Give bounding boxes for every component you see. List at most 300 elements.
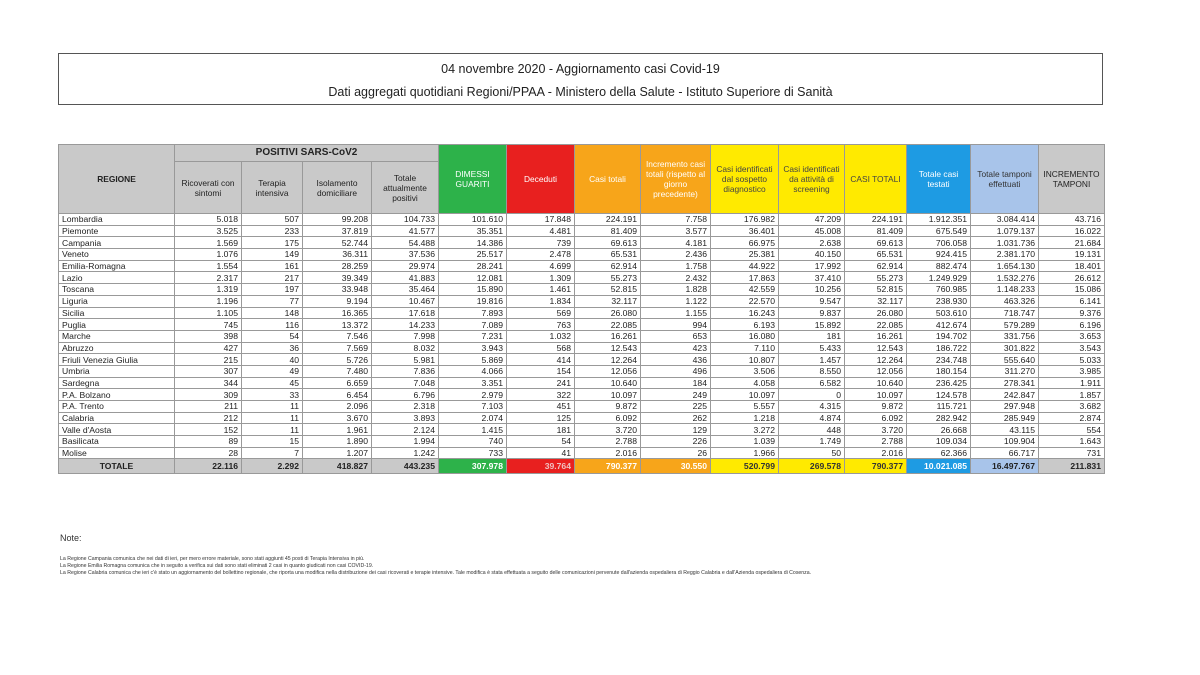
table-cell: 2.016	[575, 447, 641, 459]
table-cell: 6.092	[845, 412, 907, 424]
table-cell: 1.828	[641, 284, 711, 296]
table-cell: 26.080	[845, 307, 907, 319]
region-name-cell: Calabria	[59, 412, 175, 424]
table-cell: 238.930	[907, 295, 971, 307]
table-cell: 311.270	[971, 365, 1039, 377]
table-cell: 9.376	[1039, 307, 1105, 319]
total-positivi: 443.235	[372, 459, 439, 474]
table-cell: 25.517	[439, 249, 507, 261]
table-row	[59, 330, 1105, 342]
table-cell: 10.256	[779, 284, 845, 296]
table-cell: 32.117	[845, 295, 907, 307]
table-cell: 451	[507, 401, 575, 413]
table-cell: 36.311	[303, 249, 372, 261]
table-cell: 322	[507, 389, 575, 401]
table-cell: 1.196	[175, 295, 242, 307]
table-cell: 116	[242, 319, 303, 331]
table-cell: 1.569	[175, 237, 242, 249]
table-cell: 344	[175, 377, 242, 389]
table-cell: 3.351	[439, 377, 507, 389]
table-cell: 1.911	[1039, 377, 1105, 389]
table-cell: 241	[507, 377, 575, 389]
table-cell: 4.874	[779, 412, 845, 424]
table-cell: 236.425	[907, 377, 971, 389]
table-cell: 14.233	[372, 319, 439, 331]
table-cell: 3.720	[575, 424, 641, 436]
table-cell: 1.461	[507, 284, 575, 296]
table-cell: 25.381	[711, 249, 779, 261]
table-cell: 7.569	[303, 342, 372, 354]
table-cell: 211	[175, 401, 242, 413]
table-cell: 12.056	[845, 365, 907, 377]
table-cell: 45	[242, 377, 303, 389]
table-row	[59, 284, 1105, 296]
table-cell: 17.863	[711, 272, 779, 284]
table-cell: 6.193	[711, 319, 779, 331]
total-casi-sospetto: 520.799	[711, 459, 779, 474]
col-header-casi-totali-2: CASI TOTALI	[845, 145, 907, 214]
table-cell: 55.273	[845, 272, 907, 284]
table-cell: 17.992	[779, 260, 845, 272]
col-group-positivi: POSITIVI SARS-CoV2	[175, 145, 439, 162]
col-header-casi-sospetto: Casi identificati dal sospetto diagnostico	[711, 145, 779, 214]
table-cell: 234.748	[907, 354, 971, 366]
table-cell: 414	[507, 354, 575, 366]
table-cell: 9.872	[845, 401, 907, 413]
table-cell: 28.241	[439, 260, 507, 272]
table-cell: 77	[242, 295, 303, 307]
region-name-cell: Umbria	[59, 365, 175, 377]
table-cell: 50	[779, 447, 845, 459]
table-cell: 66.717	[971, 447, 1039, 459]
table-cell: 44.922	[711, 260, 779, 272]
table-cell: 1.654.130	[971, 260, 1039, 272]
table-cell: 331.756	[971, 330, 1039, 342]
table-cell: 152	[175, 424, 242, 436]
table-cell: 180.154	[907, 365, 971, 377]
table-cell: 5.981	[372, 354, 439, 366]
total-testati: 10.021.085	[907, 459, 971, 474]
note-line: La Regione Emilia Romagna comunica che in seguito a verifica sui dati sono stati eliminati 2 casi in quanto giudicati non casi COVID-19.	[60, 563, 374, 570]
table-cell: 1.039	[711, 436, 779, 448]
table-cell: 212	[175, 412, 242, 424]
table-cell: 412.674	[907, 319, 971, 331]
table-cell: 9.194	[303, 295, 372, 307]
table-cell: 10.640	[845, 377, 907, 389]
table-cell: 568	[507, 342, 575, 354]
table-cell: 55.273	[575, 272, 641, 284]
table-cell: 1.857	[1039, 389, 1105, 401]
table-row	[59, 319, 1105, 331]
table-cell: 18.401	[1039, 260, 1105, 272]
table-cell: 1.105	[175, 307, 242, 319]
table-cell: 99.208	[303, 214, 372, 226]
table-cell: 301.822	[971, 342, 1039, 354]
table-row	[59, 272, 1105, 284]
table-cell: 7.103	[439, 401, 507, 413]
table-cell: 436	[641, 354, 711, 366]
table-cell: 249	[641, 389, 711, 401]
table-cell: 569	[507, 307, 575, 319]
region-name-cell: Toscana	[59, 284, 175, 296]
table-cell: 39.349	[303, 272, 372, 284]
table-cell: 37.536	[372, 249, 439, 261]
table-cell: 224.191	[845, 214, 907, 226]
table-cell: 7.480	[303, 365, 372, 377]
table-cell: 653	[641, 330, 711, 342]
table-cell: 554	[1039, 424, 1105, 436]
table-cell: 52.815	[845, 284, 907, 296]
table-row	[59, 365, 1105, 377]
table-row	[59, 295, 1105, 307]
col-header-totale-testati: Totale casi testati	[907, 145, 971, 214]
table-cell: 36.401	[711, 225, 779, 237]
col-header-ricoverati: Ricoverati con sintomi	[175, 162, 242, 214]
region-name-cell: Friuli Venezia Giulia	[59, 354, 175, 366]
table-cell: 297.948	[971, 401, 1039, 413]
table-cell: 215	[175, 354, 242, 366]
table-cell: 4.699	[507, 260, 575, 272]
table-cell: 14.386	[439, 237, 507, 249]
table-cell: 15.890	[439, 284, 507, 296]
table-cell: 26.668	[907, 424, 971, 436]
table-cell: 109.904	[971, 436, 1039, 448]
table-cell: 1.079.137	[971, 225, 1039, 237]
table-cell: 262	[641, 412, 711, 424]
table-cell: 233	[242, 225, 303, 237]
table-cell: 6.582	[779, 377, 845, 389]
table-cell: 54.488	[372, 237, 439, 249]
total-dimessi: 307.978	[439, 459, 507, 474]
table-cell: 54	[507, 436, 575, 448]
table-cell: 22.570	[711, 295, 779, 307]
table-cell: 1.554	[175, 260, 242, 272]
total-casi-totali: 790.377	[575, 459, 641, 474]
table-cell: 1.155	[641, 307, 711, 319]
table-cell: 733	[439, 447, 507, 459]
table-cell: 7.089	[439, 319, 507, 331]
table-cell: 2.436	[641, 249, 711, 261]
table-cell: 3.084.414	[971, 214, 1039, 226]
region-name-cell: Sardegna	[59, 377, 175, 389]
table-cell: 5.557	[711, 401, 779, 413]
table-cell: 81.409	[575, 225, 641, 237]
table-cell: 8.550	[779, 365, 845, 377]
region-name-cell: Lazio	[59, 272, 175, 284]
table-cell: 3.682	[1039, 401, 1105, 413]
table-cell: 739	[507, 237, 575, 249]
table-cell: 2.317	[175, 272, 242, 284]
table-cell: 760.985	[907, 284, 971, 296]
table-cell: 11	[242, 424, 303, 436]
totals-label: TOTALE	[59, 459, 175, 474]
col-header-casi-screening: Casi identificati da attività di screening	[779, 145, 845, 214]
table-cell: 2.788	[575, 436, 641, 448]
table-cell: 7.048	[372, 377, 439, 389]
table-cell: 423	[641, 342, 711, 354]
table-cell: 16.080	[711, 330, 779, 342]
table-cell: 10.097	[575, 389, 641, 401]
table-cell: 1.207	[303, 447, 372, 459]
table-row	[59, 447, 1105, 459]
table-cell: 217	[242, 272, 303, 284]
table-cell: 33.948	[303, 284, 372, 296]
table-row	[59, 354, 1105, 366]
table-cell: 5.018	[175, 214, 242, 226]
table-cell: 3.543	[1039, 342, 1105, 354]
table-cell: 242.847	[971, 389, 1039, 401]
table-row	[59, 401, 1105, 413]
table-row	[59, 342, 1105, 354]
table-cell: 3.506	[711, 365, 779, 377]
table-cell: 54	[242, 330, 303, 342]
table-cell: 496	[641, 365, 711, 377]
table-cell: 1.309	[507, 272, 575, 284]
table-cell: 194.702	[907, 330, 971, 342]
table-cell: 16.022	[1039, 225, 1105, 237]
table-cell: 37.819	[303, 225, 372, 237]
report-subtitle: Dati aggregati quotidiani Regioni/PPAA - Ministero della Salute - Istituto Superiore di Sanità	[328, 85, 833, 99]
col-header-dimessi: DIMESSI GUARITI	[439, 145, 507, 214]
table-cell: 29.974	[372, 260, 439, 272]
table-cell: 40	[242, 354, 303, 366]
table-cell: 33	[242, 389, 303, 401]
table-cell: 69.613	[845, 237, 907, 249]
region-name-cell: Lombardia	[59, 214, 175, 226]
notes-section	[60, 533, 811, 578]
table-cell: 69.613	[575, 237, 641, 249]
table-cell: 149	[242, 249, 303, 261]
table-cell: 12.543	[845, 342, 907, 354]
table-cell: 26.080	[575, 307, 641, 319]
table-cell: 9.872	[575, 401, 641, 413]
table-row	[59, 225, 1105, 237]
table-cell: 11	[242, 401, 303, 413]
table-cell: 15.892	[779, 319, 845, 331]
table-cell: 2.074	[439, 412, 507, 424]
region-name-cell: Sicilia	[59, 307, 175, 319]
table-cell: 19.131	[1039, 249, 1105, 261]
total-isolamento: 418.827	[303, 459, 372, 474]
table-cell: 9.547	[779, 295, 845, 307]
table-cell: 3.985	[1039, 365, 1105, 377]
table-cell: 81.409	[845, 225, 907, 237]
table-cell: 26	[641, 447, 711, 459]
table-cell: 2.016	[845, 447, 907, 459]
table-cell: 16.261	[845, 330, 907, 342]
table-cell: 16.261	[575, 330, 641, 342]
table-cell: 12.081	[439, 272, 507, 284]
table-cell: 5.726	[303, 354, 372, 366]
table-cell: 49	[242, 365, 303, 377]
table-cell: 924.415	[907, 249, 971, 261]
table-cell: 1.242	[372, 447, 439, 459]
total-casi-totali-2: 790.377	[845, 459, 907, 474]
table-cell: 2.788	[845, 436, 907, 448]
table-cell: 176.982	[711, 214, 779, 226]
col-header-incremento-tamponi: INCREMENTO TAMPONI	[1039, 145, 1105, 214]
table-cell: 36	[242, 342, 303, 354]
table-cell: 41.883	[372, 272, 439, 284]
table-cell: 3.577	[641, 225, 711, 237]
table-cell: 6.659	[303, 377, 372, 389]
table-cell: 1.890	[303, 436, 372, 448]
note-line: La Regione Campania comunica che nei dati di ieri, per mero errore materiale, sono stati aggiunti 45 posti di Terapia Intensiva in più.	[60, 556, 365, 562]
table-cell: 109.034	[907, 436, 971, 448]
table-cell: 15.086	[1039, 284, 1105, 296]
table-cell: 62.914	[845, 260, 907, 272]
table-cell: 7	[242, 447, 303, 459]
table-cell: 1.643	[1039, 436, 1105, 448]
table-cell: 6.796	[372, 389, 439, 401]
table-cell: 4.181	[641, 237, 711, 249]
table-cell: 7.758	[641, 214, 711, 226]
table-row	[59, 389, 1105, 401]
table-cell: 740	[439, 436, 507, 448]
table-cell: 10.097	[845, 389, 907, 401]
table-cell: 6.196	[1039, 319, 1105, 331]
table-cell: 225	[641, 401, 711, 413]
total-incremento-tamponi: 211.831	[1039, 459, 1105, 474]
region-name-cell: Puglia	[59, 319, 175, 331]
col-header-incremento: Incremento casi totali (rispetto al giorno precedente)	[641, 145, 711, 214]
table-cell: 40.150	[779, 249, 845, 261]
report-title: 04 novembre 2020 - Aggiornamento casi Covid-19	[441, 62, 720, 76]
table-cell: 1.966	[711, 447, 779, 459]
table-cell: 16.365	[303, 307, 372, 319]
table-cell: 1.961	[303, 424, 372, 436]
table-cell: 463.326	[971, 295, 1039, 307]
table-cell: 41.577	[372, 225, 439, 237]
table-cell: 3.272	[711, 424, 779, 436]
table-cell: 42.559	[711, 284, 779, 296]
table-cell: 1.032	[507, 330, 575, 342]
table-cell: 3.893	[372, 412, 439, 424]
region-name-cell: Marche	[59, 330, 175, 342]
table-cell: 2.638	[779, 237, 845, 249]
table-cell: 15	[242, 436, 303, 448]
table-cell: 124.578	[907, 389, 971, 401]
table-cell: 175	[242, 237, 303, 249]
table-cell: 1.532.276	[971, 272, 1039, 284]
table-cell: 2.478	[507, 249, 575, 261]
region-name-cell: Veneto	[59, 249, 175, 261]
table-cell: 5.433	[779, 342, 845, 354]
table-cell: 186.722	[907, 342, 971, 354]
region-name-cell: Emilia-Romagna	[59, 260, 175, 272]
table-cell: 1.415	[439, 424, 507, 436]
table-cell: 12.264	[845, 354, 907, 366]
table-cell: 224.191	[575, 214, 641, 226]
table-cell: 1.031.736	[971, 237, 1039, 249]
table-cell: 4.315	[779, 401, 845, 413]
table-cell: 503.610	[907, 307, 971, 319]
table-cell: 184	[641, 377, 711, 389]
table-cell: 2.124	[372, 424, 439, 436]
report-header	[58, 53, 1103, 105]
table-cell: 12.543	[575, 342, 641, 354]
table-cell: 7.231	[439, 330, 507, 342]
table-cell: 47.209	[779, 214, 845, 226]
table-cell: 26.612	[1039, 272, 1105, 284]
table-cell: 2.096	[303, 401, 372, 413]
table-cell: 309	[175, 389, 242, 401]
table-cell: 285.949	[971, 412, 1039, 424]
table-cell: 16.243	[711, 307, 779, 319]
total-ricoverati: 22.116	[175, 459, 242, 474]
table-cell: 43.115	[971, 424, 1039, 436]
table-cell: 161	[242, 260, 303, 272]
table-cell: 10.097	[711, 389, 779, 401]
table-cell: 65.531	[575, 249, 641, 261]
table-cell: 66.975	[711, 237, 779, 249]
table-cell: 52.815	[575, 284, 641, 296]
totals-row	[59, 459, 1105, 474]
table-cell: 2.381.170	[971, 249, 1039, 261]
table-cell: 22.085	[575, 319, 641, 331]
table-cell: 197	[242, 284, 303, 296]
col-header-regione: REGIONE	[59, 145, 175, 214]
table-cell: 675.549	[907, 225, 971, 237]
notes-title: Note:	[60, 533, 82, 543]
region-name-cell: Liguria	[59, 295, 175, 307]
table-cell: 1.218	[711, 412, 779, 424]
table-cell: 579.289	[971, 319, 1039, 331]
table-row	[59, 307, 1105, 319]
table-cell: 101.610	[439, 214, 507, 226]
table-cell: 32.117	[575, 295, 641, 307]
table-cell: 2.432	[641, 272, 711, 284]
table-cell: 89	[175, 436, 242, 448]
table-cell: 17.848	[507, 214, 575, 226]
table-cell: 6.092	[575, 412, 641, 424]
table-cell: 3.943	[439, 342, 507, 354]
table-cell: 7.893	[439, 307, 507, 319]
table-cell: 19.816	[439, 295, 507, 307]
col-header-casi-totali: Casi totali	[575, 145, 641, 214]
table-cell: 718.747	[971, 307, 1039, 319]
table-row	[59, 260, 1105, 272]
table-cell: 555.640	[971, 354, 1039, 366]
region-name-cell: Abruzzo	[59, 342, 175, 354]
table-row	[59, 237, 1105, 249]
table-cell: 129	[641, 424, 711, 436]
table-cell: 154	[507, 365, 575, 377]
table-cell: 7.110	[711, 342, 779, 354]
table-row	[59, 424, 1105, 436]
table-cell: 35.351	[439, 225, 507, 237]
table-cell: 10.467	[372, 295, 439, 307]
table-cell: 3.525	[175, 225, 242, 237]
table-cell: 4.066	[439, 365, 507, 377]
table-body	[59, 214, 1105, 459]
table-cell: 282.942	[907, 412, 971, 424]
region-name-cell: Piemonte	[59, 225, 175, 237]
table-cell: 65.531	[845, 249, 907, 261]
table-cell: 7.836	[372, 365, 439, 377]
region-name-cell: Valle d'Aosta	[59, 424, 175, 436]
table-cell: 278.341	[971, 377, 1039, 389]
table-cell: 11	[242, 412, 303, 424]
table-cell: 3.670	[303, 412, 372, 424]
table-cell: 37.410	[779, 272, 845, 284]
table-cell: 6.141	[1039, 295, 1105, 307]
col-header-terapia: Terapia intensiva	[242, 162, 303, 214]
table-cell: 3.720	[845, 424, 907, 436]
table-cell: 1.994	[372, 436, 439, 448]
total-deceduti: 39.764	[507, 459, 575, 474]
total-terapia: 2.292	[242, 459, 303, 474]
